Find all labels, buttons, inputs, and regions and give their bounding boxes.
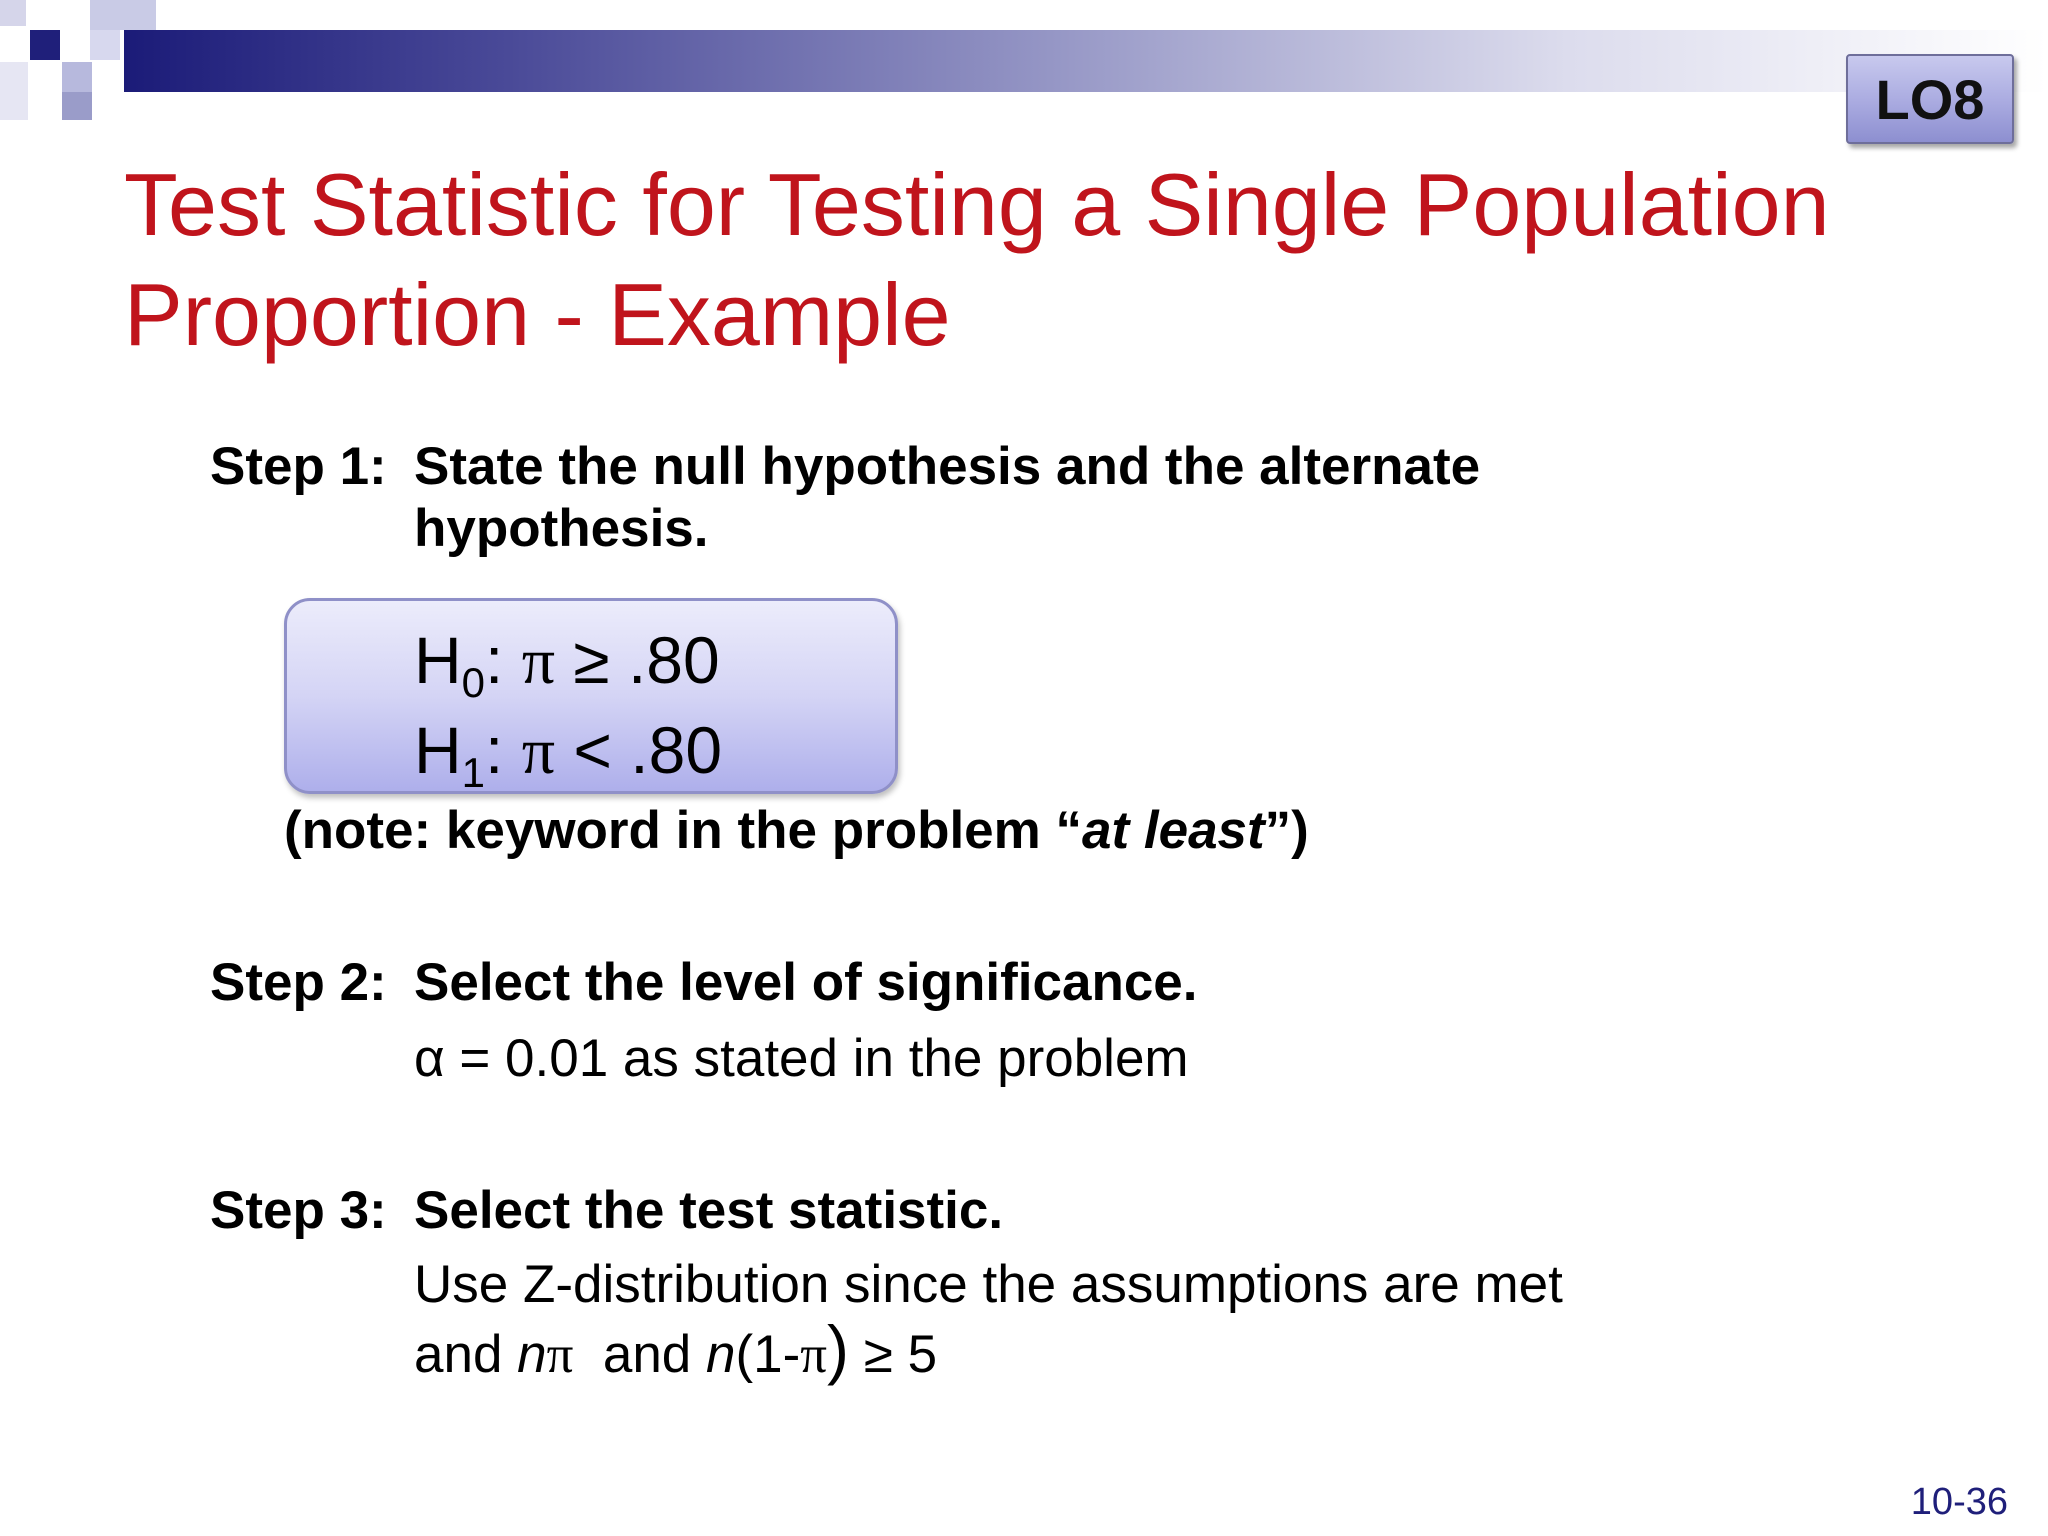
slide-number: 10-36 xyxy=(1910,1481,2008,1523)
decor-square xyxy=(0,0,26,26)
slide-title-line1: Test Statistic for Testing a Single Population xyxy=(124,155,1830,254)
step3-text: Select the test statistic. xyxy=(414,1181,1004,1240)
close-paren: ) xyxy=(827,1312,850,1386)
step3-label: Step 3: xyxy=(210,1181,387,1240)
decor-square xyxy=(30,30,60,60)
h1-subscript: 1 xyxy=(461,749,486,796)
h0-pi: π xyxy=(521,625,556,698)
h1-relation: < .80 xyxy=(573,713,723,787)
h0-symbol: H xyxy=(414,623,462,697)
decor-square xyxy=(90,0,156,30)
n-variable: n xyxy=(517,1325,547,1384)
h0-relation: ≥ .80 xyxy=(573,623,720,697)
decor-square xyxy=(62,62,92,92)
pi-symbol: π xyxy=(800,1326,828,1384)
step1-text-line2: hypothesis. xyxy=(414,499,709,558)
note-prefix: (note: keyword in the problem “ xyxy=(284,801,1083,860)
decor-square xyxy=(90,30,120,60)
alternate-hypothesis: $H_1$: π < .80 xyxy=(414,713,723,796)
step2-label: Step 2: xyxy=(210,953,387,1012)
open-paren-text: (1- xyxy=(735,1325,801,1384)
h1-pi: π xyxy=(521,715,556,788)
null-hypothesis: $H_0$: π ≥ .80 xyxy=(414,623,720,706)
header-gradient-bar xyxy=(124,30,2048,92)
note-suffix: ”) xyxy=(1264,801,1309,860)
learning-objective-badge: LO8 xyxy=(1846,54,2014,144)
slide-title-line2: Proportion - Example xyxy=(124,265,951,364)
step2-detail: α = 0.01 as stated in the problem xyxy=(414,1029,1189,1088)
and-text: and xyxy=(414,1325,518,1384)
n-variable: n xyxy=(706,1325,736,1384)
pi-symbol: π xyxy=(546,1326,574,1384)
step1-text-line1: State the null hypothesis and the alternate xyxy=(414,437,1481,496)
slide-title xyxy=(124,150,2004,370)
and-text: and xyxy=(573,1325,707,1384)
keyword-note xyxy=(284,800,1309,862)
inequality-tail: ≥ 5 xyxy=(849,1325,938,1384)
step3-detail-line2 xyxy=(414,1312,938,1386)
decor-square xyxy=(62,92,92,120)
step2-text: Select the level of significance. xyxy=(414,953,1198,1012)
note-keyword: at least xyxy=(1082,801,1265,860)
step3-detail-line1: Use Z-distribution since the assumptions are met xyxy=(414,1255,1563,1314)
h1-symbol: H xyxy=(414,713,462,787)
decor-square xyxy=(0,62,28,120)
step1-label: Step 1: xyxy=(210,437,387,496)
h0-subscript: 0 xyxy=(461,659,486,706)
